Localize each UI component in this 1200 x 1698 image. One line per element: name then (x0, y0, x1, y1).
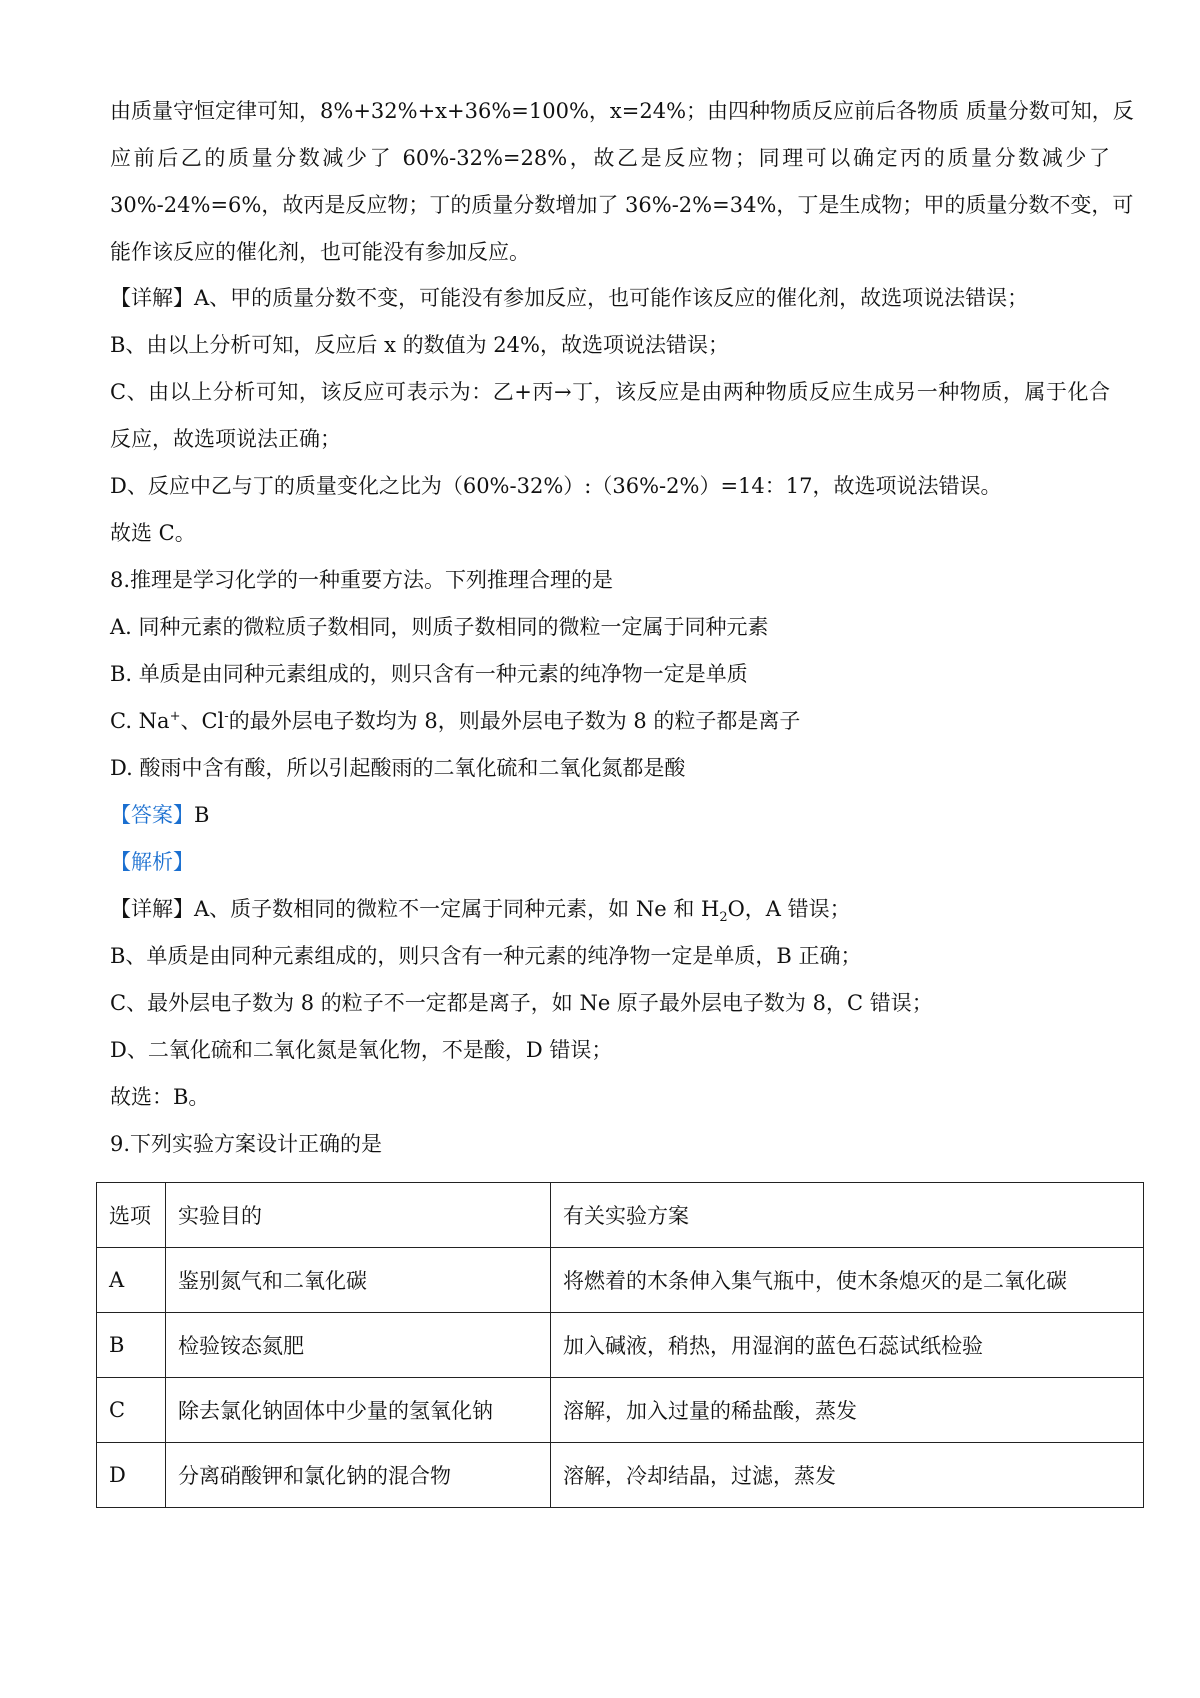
detail-text: 【详解】A、质子数相同的微粒不一定属于同种元素，如 Ne 和 H (110, 897, 720, 921)
table-header: 选项 (97, 1183, 166, 1248)
option-c-text: 的最外层电子数均为 8，则最外层电子数为 8 的粒子都是离子 (228, 709, 801, 733)
detail-line: B、单质是由同种元素组成的，则只含有一种元素的纯净物一定是单质，B 正确； (110, 944, 862, 968)
paragraph-line: 30%-24%=6%，故丙是反应物；丁的质量分数增加了 36%-2%=34%，丁是生成物；甲的质量分数不变，可 (110, 193, 1134, 217)
choice-line: 故选：B。 (110, 1085, 210, 1109)
detail-line: C、由以上分析可知，该反应可表示为：乙+丙→丁，该反应是由两种物质反应生成另一种物质，属于化合 (110, 380, 1110, 404)
table-cell: 检验铵态氮肥 (166, 1313, 551, 1378)
option-a: A. 同种元素的微粒质子数相同，则质子数相同的微粒一定属于同种元素 (110, 615, 769, 639)
paragraph-line: 由质量守恒定律可知，8%+32%+x+36%=100%，x=24%；由四种物质反应前后各物质 质量分数可知，反 (110, 99, 1134, 123)
table-header: 有关实验方案 (551, 1183, 1144, 1248)
experiment-table (96, 1182, 1144, 1508)
table-cell: 溶解，冷却结晶，过滤，蒸发 (551, 1443, 1144, 1508)
table-cell: 溶解，加入过量的稀盐酸，蒸发 (551, 1378, 1144, 1443)
question-9-stem: 9.下列实验方案设计正确的是 (110, 1132, 383, 1156)
analysis-tag: 【解析】 (110, 850, 194, 874)
subscript: 2 (719, 910, 728, 926)
option-c-text: 、Cl (180, 709, 225, 733)
option-c (110, 706, 1110, 736)
detail-line: B、由以上分析可知，反应后 x 的数值为 24%，故选项说法错误； (110, 333, 729, 357)
table-cell: 分离硝酸钾和氯化钠的混合物 (166, 1443, 551, 1508)
paragraph-line: 能作该反应的催化剂，也可能没有参加反应。 (110, 240, 530, 264)
table-cell: 除去氯化钠固体中少量的氢氧化钠 (166, 1378, 551, 1443)
table-row (97, 1443, 1144, 1508)
table-cell: 加入碱液，稍热，用湿润的蓝色石蕊试纸检验 (551, 1313, 1144, 1378)
option-c-label: C. Na (110, 709, 170, 733)
option-d: D. 酸雨中含有酸，所以引起酸雨的二氧化硫和二氧化氮都是酸 (110, 756, 686, 780)
detail-text: O，A 错误； (727, 897, 851, 921)
table-cell: B (97, 1313, 166, 1378)
table-row (97, 1378, 1144, 1443)
question-8-stem: 8.推理是学习化学的一种重要方法。下列推理合理的是 (110, 568, 614, 592)
table-cell: 鉴别氮气和二氧化碳 (166, 1248, 551, 1313)
answer-value: B (194, 803, 210, 827)
table-header: 实验目的 (166, 1183, 551, 1248)
table-cell: 将燃着的木条伸入集气瓶中，使木条熄灭的是二氧化碳 (551, 1248, 1144, 1313)
choice-line: 故选 C。 (110, 521, 196, 545)
table-row (97, 1248, 1144, 1313)
detail-line: C、最外层电子数为 8 的粒子不一定都是离子，如 Ne 原子最外层电子数为 8，C 错误； (110, 991, 933, 1015)
answer-line (110, 800, 1110, 830)
detail-line (110, 894, 1110, 924)
answer-tag: 【答案】 (110, 803, 194, 827)
table-cell: A (97, 1248, 166, 1313)
detail-line: 【详解】A、甲的质量分数不变，可能没有参加反应，也可能作该反应的催化剂，故选项说法错误； (110, 286, 1029, 310)
detail-line: 反应，故选项说法正确； (110, 427, 341, 451)
option-b: B. 单质是由同种元素组成的，则只含有一种元素的纯净物一定是单质 (110, 662, 748, 686)
paragraph-line: 应前后乙的质量分数减少了 60%-32%=28%，故乙是反应物；同理可以确定丙的质量分数减少了 (110, 146, 1110, 170)
table-cell: D (97, 1443, 166, 1508)
superscript: - (224, 709, 229, 724)
detail-line: D、反应中乙与丁的质量变化之比为（60%-32%）:（36%-2%）=14：17，故选项说法错误。 (110, 474, 1002, 498)
table-header-row (97, 1183, 1144, 1248)
superscript: + (169, 709, 181, 724)
table-cell: C (97, 1378, 166, 1443)
detail-line: D、二氧化硫和二氧化氮是氧化物，不是酸，D 错误； (110, 1038, 613, 1062)
table-row (97, 1313, 1144, 1378)
